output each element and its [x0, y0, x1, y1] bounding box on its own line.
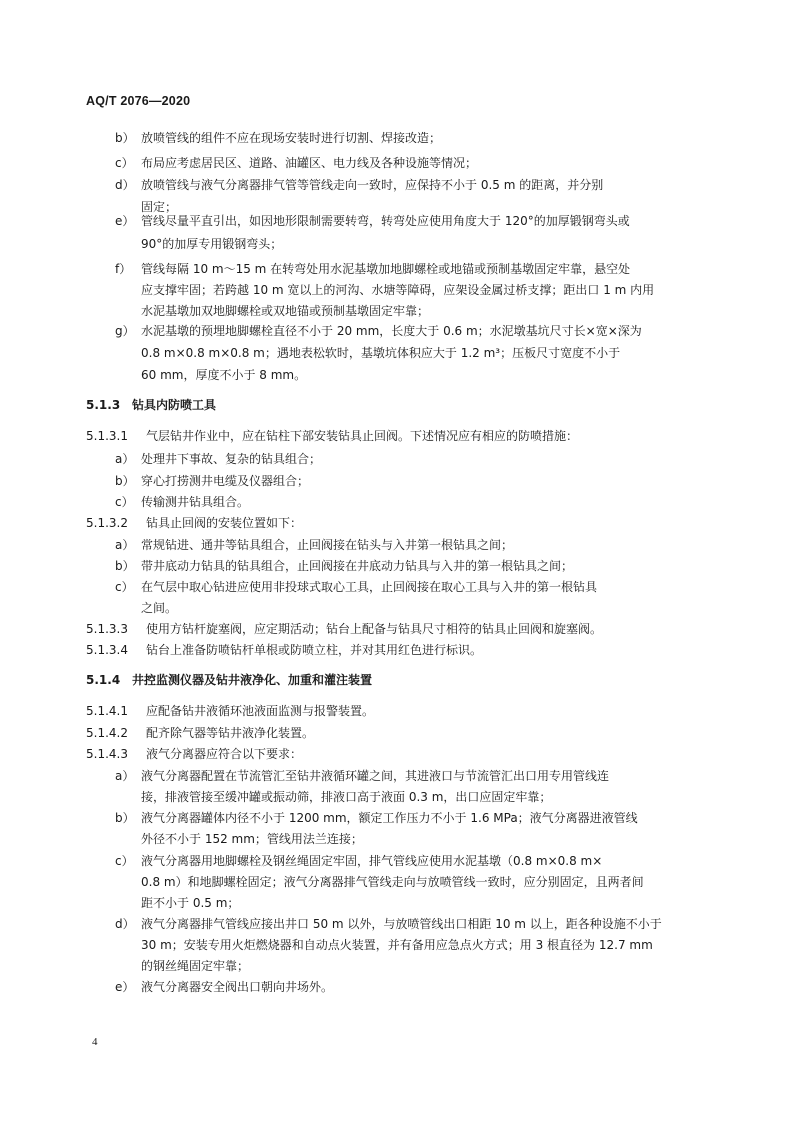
item-text: 液气分离器用地脚螺栓及钢丝绳固定牢固，排气管线应使用水泥基墩（0.8 m×0.8 m×: [141, 854, 603, 868]
section-number: 5.1.4: [86, 673, 121, 687]
item-text: 常规钻进、通井等钻具组合，止回阀接在钻头与入井第一根钻具之间；: [141, 538, 514, 552]
item-text: 液气分离器配置在节流管汇至钻井液循环罐之间，其进液口与节流管汇出口用专用管线连: [141, 769, 610, 783]
item-text: 放喷管线的组件不应在现场安装时进行切割、焊接改造；: [141, 131, 442, 145]
section-title: 钻具内防喷工具: [132, 398, 217, 412]
clause-text: 使用方钻杆旋塞阀，应定期活动；钻台上配备与钻具尺寸相符的钻具止回阀和旋塞阀。: [146, 622, 603, 636]
item-label: a）: [115, 769, 135, 783]
item-label: e）: [115, 980, 135, 994]
clause-number: 5.1.4.3: [86, 747, 128, 761]
item-text: 接，排液管接至缓冲罐或振动筛，排液口高于液面 0.3 m，出口应固定牢靠；: [141, 790, 552, 804]
item-text: 水泥基墩的预埋地脚螺栓直径不小于 20 mm，长度大于 0.6 m；水泥墩基坑尺寸长×宽×深为: [141, 324, 642, 338]
item-text: 固定；: [141, 200, 178, 214]
item-label: b）: [115, 131, 135, 145]
clause-number: 5.1.3.1: [86, 429, 128, 443]
item-text: 90°的加厚专用锻钢弯头；: [141, 237, 283, 251]
item-text: 管线每隔 10 m～15 m 在转弯处用水泥基墩加地脚螺栓或地锚或预制基墩固定牢靠，悬空处: [141, 262, 631, 276]
item-text: 传输测井钻具组合。: [141, 495, 250, 509]
item-text: 液气分离器罐体内径不小于 1200 mm，额定工作压力不小于 1.6 MPa；液气分离器进液管线: [141, 811, 638, 825]
standard-code: AQ/T 2076—2020: [86, 94, 191, 108]
item-label: c）: [115, 156, 134, 170]
item-text: 60 mm，厚度不小于 8 mm。: [141, 368, 307, 382]
item-text: 30 m；安装专用火炬燃烧器和自动点火装置，并有备用应急点火方式；用 3 根直径为 12.7 mm: [141, 938, 653, 952]
clause-number: 5.1.4.1: [86, 704, 128, 718]
clause-number: 5.1.3.4: [86, 643, 128, 657]
item-text: 0.8 m×0.8 m×0.8 m；遇地表松软时，基墩坑体积应大于 1.2 m³；压板尺寸宽度不小于: [141, 346, 621, 360]
item-text: 穿心打捞测井电缆及仪器组合；: [141, 474, 310, 488]
item-label: b）: [115, 811, 135, 825]
item-label: d）: [115, 917, 135, 931]
clause-number: 5.1.3.2: [86, 516, 128, 530]
item-label: a）: [115, 538, 135, 552]
clause-number: 5.1.3.3: [86, 622, 128, 636]
item-text: 液气分离器排气管线应接出井口 50 m 以外，与放喷管线出口相距 10 m 以上，距各种设施不小于: [141, 917, 662, 931]
item-text: 应支撑牢固；若跨越 10 m 宽以上的河沟、水塘等障碍，应架设金属过桥支撑；距出口 1 m 内用: [141, 283, 655, 297]
clause-text: 钻具止回阀的安装位置如下：: [146, 516, 303, 530]
item-label: a）: [115, 452, 135, 466]
clause-text: 应配备钻井液循环池液面监测与报警装置。: [146, 704, 375, 718]
item-text: 外径不小于 152 mm；管线用法兰连接；: [141, 832, 363, 846]
clause-number: 5.1.4.2: [86, 726, 128, 740]
item-label: c）: [115, 580, 134, 594]
clause-text: 钻台上准备防喷钻杆单根或防喷立柱，并对其用红色进行标识。: [146, 643, 483, 657]
section-title: 井控监测仪器及钻井液净化、加重和灌注装置: [132, 673, 373, 687]
item-text: 水泥基墩加双地脚螺栓或双地锚或预制基墩固定牢靠；: [141, 304, 430, 318]
item-text: 液气分离器安全阀出口朝向井场外。: [141, 980, 334, 994]
page-number: 4: [92, 1036, 98, 1048]
item-label: b）: [115, 474, 135, 488]
item-label: d）: [115, 178, 135, 192]
item-text: 管线尽量平直引出，如因地形限制需要转弯，转弯处应使用角度大于 120°的加厚锻钢弯头或: [141, 214, 630, 228]
item-label: f）: [115, 262, 132, 276]
item-text: 之间。: [141, 601, 178, 615]
item-text: 的钢丝绳固定牢靠；: [141, 959, 250, 973]
item-text: 0.8 m）和地脚螺栓固定；液气分离器排气管线走向与放喷管线一致时，应分别固定，且两者间: [141, 875, 644, 889]
item-label: c）: [115, 495, 134, 509]
clause-text: 配齐除气器等钻井液净化装置。: [146, 726, 315, 740]
item-text: 处理井下事故、复杂的钻具组合；: [141, 452, 322, 466]
item-label: b）: [115, 559, 135, 573]
item-text: 距不小于 0.5 m；: [141, 896, 240, 910]
clause-text: 气层钻井作业中，应在钻柱下部安装钻具止回阀。下述情况应有相应的防喷措施：: [146, 429, 579, 443]
item-label: g）: [115, 324, 135, 338]
item-text: 带井底动力钻具的钻具组合，止回阀接在井底动力钻具与入井的第一根钻具之间；: [141, 559, 574, 573]
clause-text: 液气分离器应符合以下要求：: [146, 747, 303, 761]
section-number: 5.1.3: [86, 398, 121, 412]
item-label: c）: [115, 854, 134, 868]
item-label: e）: [115, 214, 135, 228]
item-text: 放喷管线与液气分离器排气管等管线走向一致时，应保持不小于 0.5 m 的距离，并分别: [141, 178, 604, 192]
item-text: 在气层中取心钻进应使用非投球式取心工具，止回阀接在取心工具与入井的第一根钻具: [141, 580, 598, 594]
item-text: 布局应考虑居民区、道路、油罐区、电力线及各种设施等情况；: [141, 156, 478, 170]
